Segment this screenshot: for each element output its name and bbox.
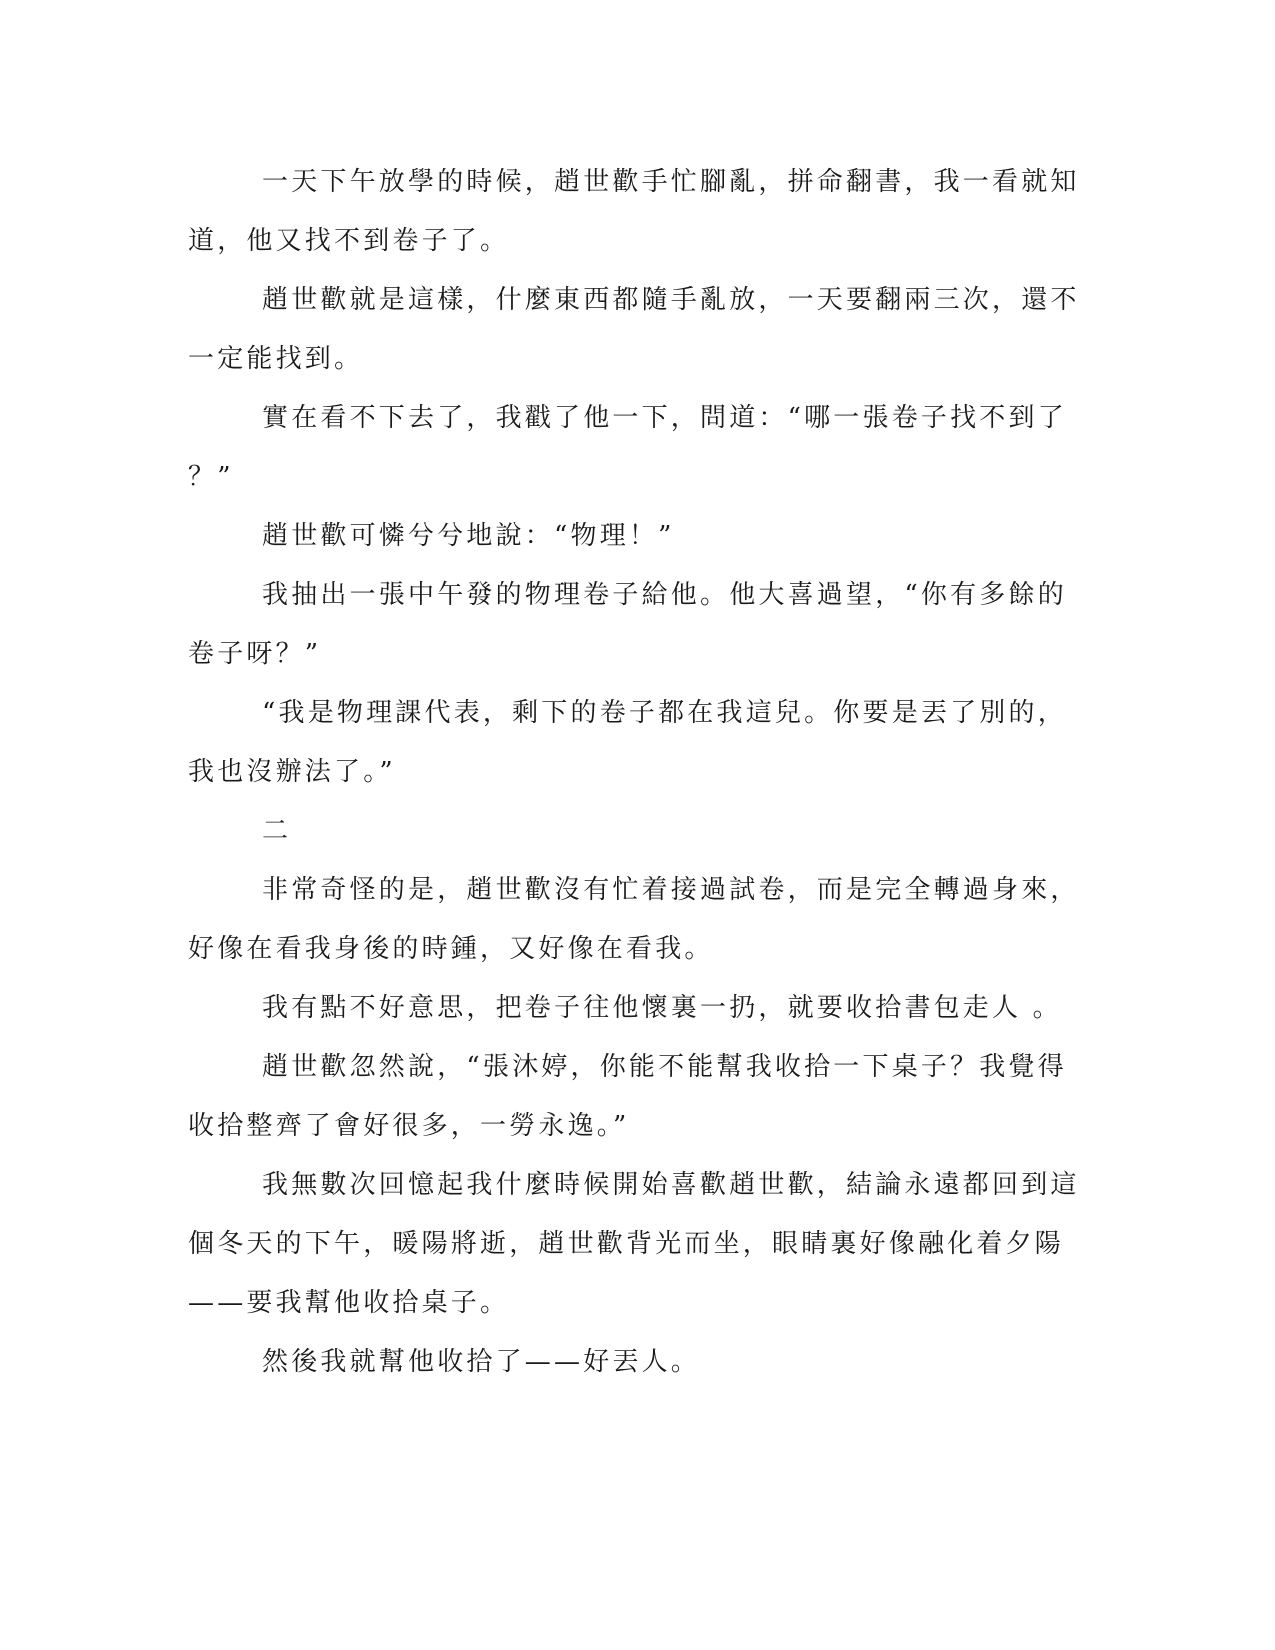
text-line: 一定能找到。	[188, 344, 364, 374]
text-line: 好像在看我身後的時鍾，又好像在看我。	[188, 934, 714, 964]
text-line: 道，他又找不到卷子了。	[188, 226, 510, 256]
text-line: 收拾整齊了會好很多，一勞永逸。”	[188, 1111, 630, 1141]
text-line: 實在看不下去了，我戳了他一下，問道：“哪一張卷子找不到了	[262, 403, 1067, 433]
section-heading: 二	[262, 816, 292, 846]
text-line: 一天下午放學的時候，趙世歡手忙腳亂，拼命翻書，我一看就知	[262, 167, 1080, 197]
text-line: 趙世歡忽然說，“張沐婷，你能不能幫我收拾一下桌子？我覺得	[262, 1052, 1067, 1082]
text-line: 個冬天的下午，暖陽將逝，趙世歡背光而坐，眼睛裏好像融化着夕陽	[188, 1229, 1065, 1259]
text-line: 非常奇怪的是，趙世歡沒有忙着接過試卷，而是完全轉過身來，	[262, 875, 1080, 905]
text-line: 我也沒辦法了。”	[188, 757, 396, 787]
text-line: 趙世歡可憐兮兮地說：“物理！”	[262, 521, 675, 551]
text-line: ——要我幫他收拾桌子。	[188, 1288, 510, 1318]
text-line: “我是物理課代表，剩下的卷子都在我這兒。你要是丟了別的，	[262, 698, 1067, 728]
text-line: 卷子呀？”	[188, 639, 322, 669]
text-line: 我抽出一張中午發的物理卷子給他。他大喜過望，“你有多餘的	[262, 580, 1067, 610]
text-line: 然後我就幫他收拾了——好丟人。	[262, 1347, 701, 1377]
text-line: 趙世歡就是這樣，什麼東西都隨手亂放，一天要翻兩三次，還不	[262, 285, 1080, 315]
text-line: 我無數次回憶起我什麼時候開始喜歡趙世歡，結論永遠都回到這	[262, 1170, 1080, 1200]
text-line: 我有點不好意思，把卷子往他懷裏一扔，就要收拾書包走人 。	[262, 993, 1062, 1023]
text-line: ？”	[188, 462, 234, 492]
